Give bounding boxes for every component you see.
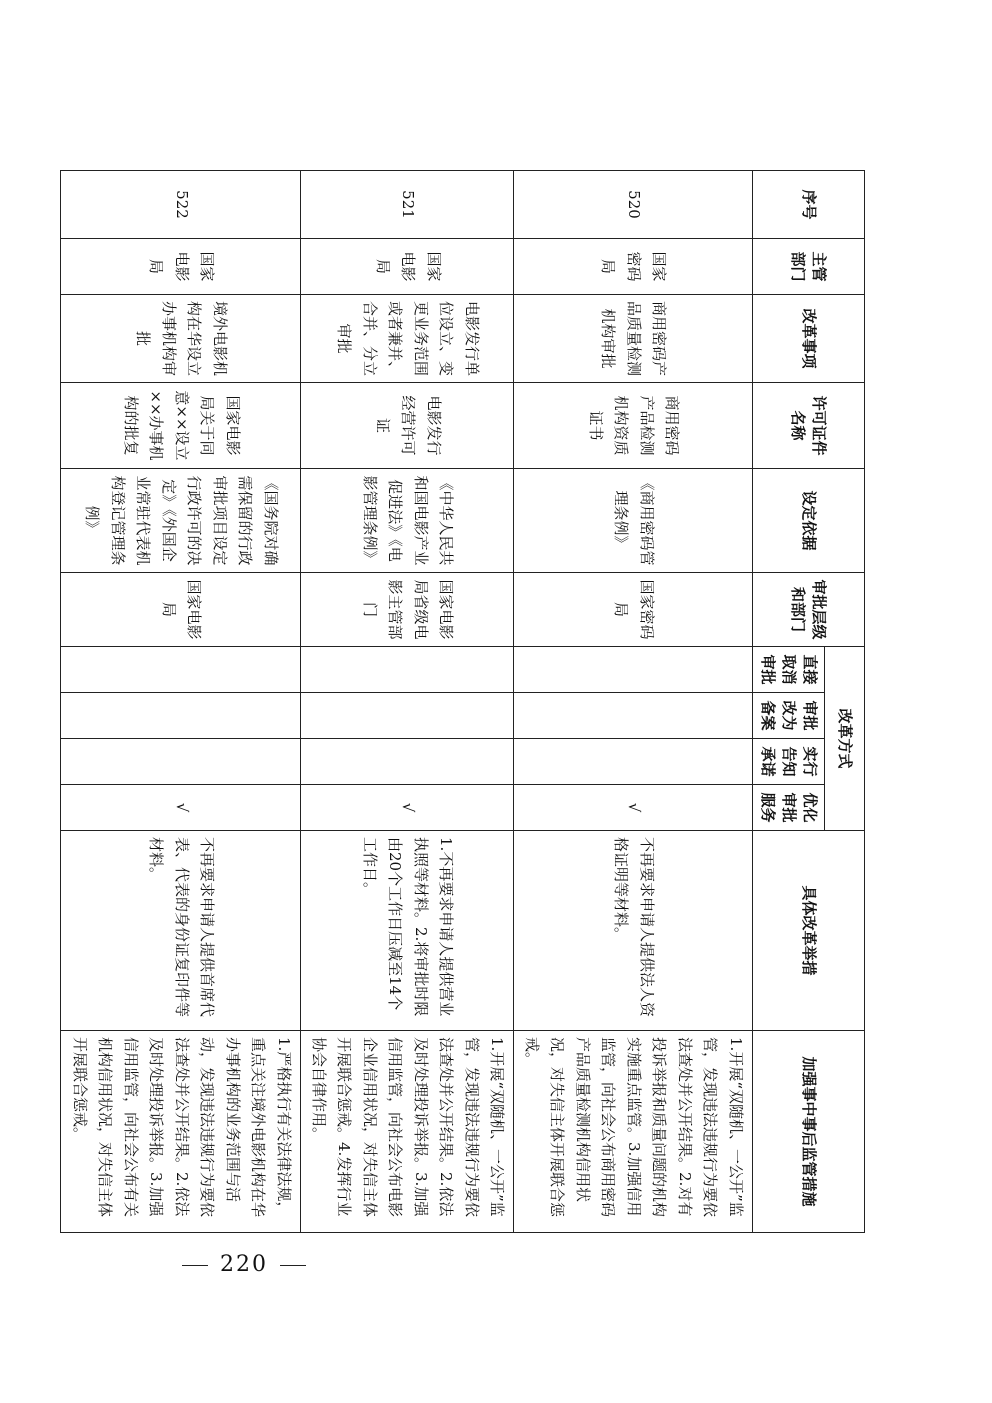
cell-cancel [514, 647, 753, 693]
cell-license: 国家电影局关于同意××设立××办事机构的批复 [61, 383, 301, 469]
cell-seq: 520 [514, 171, 753, 239]
header-item: 改革事项 [753, 295, 865, 383]
page-footer [170, 1252, 318, 1277]
cell-record [301, 693, 514, 739]
table-row [514, 171, 753, 1233]
cell-optimize: √ [61, 785, 301, 831]
cell-cancel [61, 647, 301, 693]
cell-measures: 不再要求申请人提供法人资格证明等材料。 [514, 831, 753, 1031]
cell-dept: 国家密码局 [514, 239, 753, 295]
cell-level: 国家密码局 [514, 573, 753, 647]
cell-basis: 《商用密码管理条例》 [514, 469, 753, 573]
cell-item: 境外电影机构在华设立办事机构审批 [61, 295, 301, 383]
page-number: 220 [220, 1252, 268, 1277]
table-row [61, 171, 301, 1233]
cell-supervision: 1.严格执行有关法律法规，重点关注境外电影机构在华办事机构的业务范围与活动，发现违法违规行为要依法查处并公开结果。2.依法及时处理投诉举报。3.加强信用监管，向社会公布有关机构信用状况，对失信主体开展联合惩戒。 [61, 1031, 301, 1233]
header-seq: 序号 [753, 171, 865, 239]
header-mode-cancel: 直接取消审批 [753, 647, 825, 693]
cell-license: 商用密码产品检测机构资质证书 [514, 383, 753, 469]
header-basis: 设定依据 [753, 469, 865, 573]
header-mode: 改革方式 [825, 647, 865, 831]
cell-level: 国家电影局 [61, 573, 301, 647]
cell-measures: 1.不再要求申请人提供营业执照等材料。2.将审批时限由20个工作日压减至14个工作日。 [301, 831, 514, 1031]
cell-item: 电影发行单位设立、变更业务范围或者兼并、合并、分立审批 [301, 295, 514, 383]
cell-license: 电影发行经营许可证 [301, 383, 514, 469]
cell-basis: 《中华人民共和国电影产业促进法》《电影管理条例》 [301, 469, 514, 573]
footer-dash-right [280, 1265, 306, 1266]
footer-dash-left [182, 1265, 208, 1266]
cell-supervision: 1.开展“双随机、一公开”监管，发现违法违规行为要依法查处并公开结果。2.依法及时处理投诉举报。3.加强信用监管，向社会公布电影企业信用状况，对失信主体开展联合惩戒。4.发挥行业协会自律作用。 [301, 1031, 514, 1233]
cell-record [61, 693, 301, 739]
header-measures: 具体改革举措 [753, 831, 865, 1031]
cell-seq: 521 [301, 171, 514, 239]
header-license: 许可证件名称 [753, 383, 865, 469]
header-dept: 主管部门 [753, 239, 865, 295]
header-mode-record: 审批改为备案 [753, 693, 825, 739]
cell-basis: 《国务院对确需保留的行政审批项目设定行政许可的决定》《外国企业常驻代表机构登记管理条例》 [61, 469, 301, 573]
cell-notify [61, 739, 301, 785]
cell-level: 国家电影局省级电影主管部门 [301, 573, 514, 647]
cell-dept: 国家电影局 [61, 239, 301, 295]
cell-notify [514, 739, 753, 785]
rotated-table-container [70, 170, 865, 1232]
header-supervision: 加强事中事后监管措施 [753, 1031, 865, 1233]
cell-cancel [301, 647, 514, 693]
reform-table [61, 170, 866, 1233]
header-mode-notify: 实行告知承诺 [753, 739, 825, 785]
cell-notify [301, 739, 514, 785]
cell-optimize: √ [514, 785, 753, 831]
cell-record [514, 693, 753, 739]
cell-supervision: 1.开展“双随机、一公开”监管，发现违法违规行为要依法查处并公开结果。2.对有投诉举报和质量问题的机构实施重点监管。3.加强信用监管，向社会公布商用密码产品质量检测机构信用状况，对失信主体开展联合惩戒。 [514, 1031, 753, 1233]
cell-dept: 国家电影局 [301, 239, 514, 295]
table-row [301, 171, 514, 1233]
table-frame [70, 170, 865, 1232]
header-level: 审批层级和部门 [753, 573, 865, 647]
cell-item: 商用密码产品质量检测机构审批 [514, 295, 753, 383]
cell-optimize: √ [301, 785, 514, 831]
cell-measures: 不再要求申请人提供首席代表、代表的身份证复印件等材料。 [61, 831, 301, 1031]
cell-seq: 522 [61, 171, 301, 239]
header-mode-optimize: 优化审批服务 [753, 785, 825, 831]
